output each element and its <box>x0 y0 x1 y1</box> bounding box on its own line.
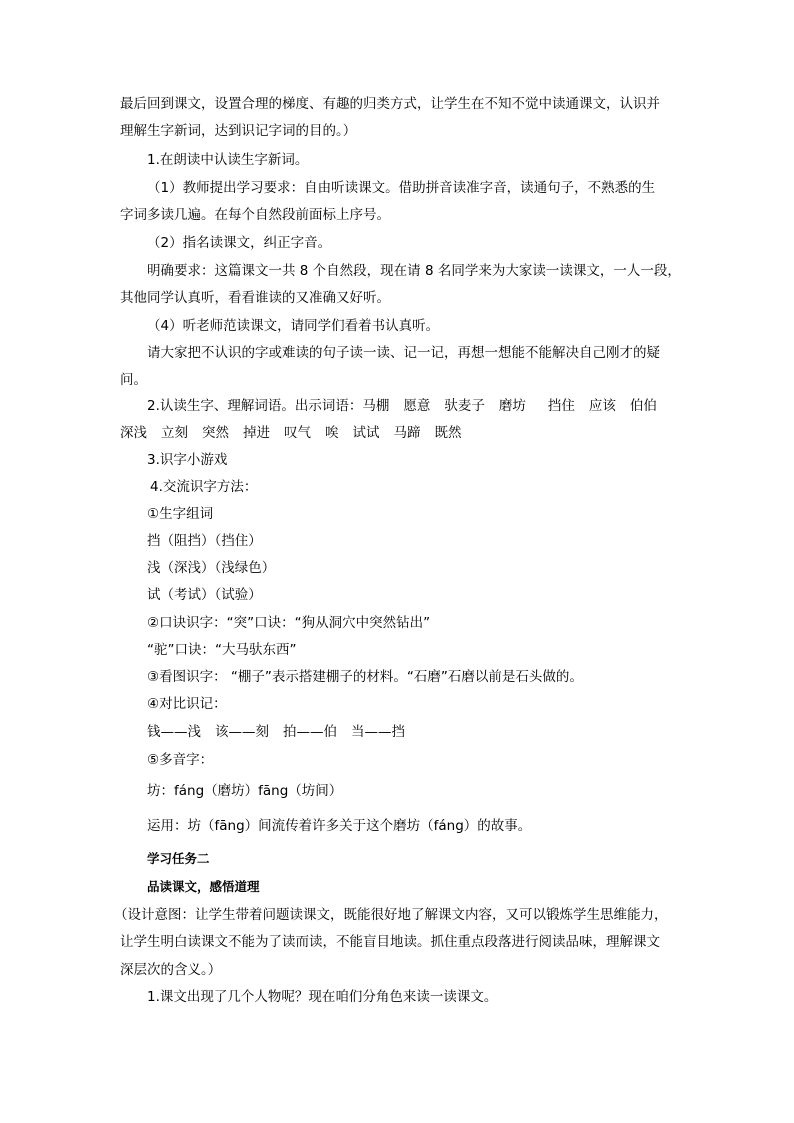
vocab-word: 愿意 <box>403 398 431 414</box>
vocab-word: 叹气 <box>284 425 311 441</box>
vocab-word: 马蹄 <box>393 425 421 441</box>
text-line: 让学生明白读课文不能为了读而读，不能盲目地读。抓住重点段落进行阅读品味，理解课文 <box>120 934 660 950</box>
text-line: 4.交流识字方法： <box>150 479 258 495</box>
vocab-word: 挡住 <box>547 398 575 414</box>
text-line: 最后回到课文，设置合理的梯度、有趣的归类方式，让学生在不知不觉中读通课文，认识并 <box>120 96 660 112</box>
compare-pair: 钱——浅 <box>147 724 201 740</box>
vocab-word: 立刻 <box>161 425 188 441</box>
compare-pair: 该——刻 <box>215 724 269 740</box>
text-line: 1.课文出现了几个人物呢？现在咱们分角色来读一读课文。 <box>147 989 498 1005</box>
compare-row <box>147 723 405 741</box>
vocab-word: 深浅 <box>120 425 147 441</box>
text-line: 深层次的含义。） <box>120 962 222 978</box>
vocab-word: 试试 <box>352 425 380 441</box>
text-line: 3.识字小游戏 <box>147 452 228 468</box>
vocab-word: 驮麦子 <box>444 398 485 414</box>
text-line: ④对比识记： <box>147 696 227 712</box>
vocab-word: 突然 <box>202 425 229 441</box>
compare-pair: 当——挡 <box>351 724 405 740</box>
text-line: 1.在朗读中认读生字新词。 <box>147 152 309 168</box>
text-line: 挡（阻挡）（挡住） <box>147 533 262 549</box>
vocab-word: 既然 <box>434 425 462 441</box>
section-heading: 学习任务二 <box>147 851 210 866</box>
text-line: 坊：fáng（磨坊）fāng（坊间） <box>147 783 343 799</box>
vocab-intro: 2.认读生字、理解词语。出示词语： <box>147 398 363 414</box>
text-line: 理解生字新词，达到识记字词的目的。） <box>120 123 357 139</box>
text-line: 字词多读几遍。在每个自然段前面标上序号。 <box>120 207 390 223</box>
vocab-word: 磨坊 <box>498 398 526 414</box>
vocab-word: 唉 <box>325 425 339 441</box>
text-line: ③看图识字： “棚子”表示搭建棚子的材料。“石磨”石磨以前是石头做的。 <box>147 669 583 685</box>
text-line: （4）听老师范读课文，请同学们看着书认真听。 <box>147 318 440 334</box>
text-line: 试（考试）（试验） <box>147 587 262 603</box>
vocab-word: 掉进 <box>243 425 270 441</box>
text-line: 请大家把不认识的字或难读的句子读一读、记一记，再想一想能不能解决自己刚才的疑 <box>147 345 660 361</box>
text-line: ⑤多音字： <box>147 752 214 768</box>
text-line: ②口诀识字：“突”口诀：“狗从洞穴中突然钻出” <box>147 615 431 631</box>
text-line: 问。 <box>120 372 147 388</box>
text-line: 明确要求：这篇课文一共 8 个自然段，现在请 8 名同学来为大家读一读课文，一人一段， <box>147 263 681 279</box>
vocab-word: 伯伯 <box>629 398 657 414</box>
vocab-row-2 <box>120 424 462 442</box>
section-subheading: 品读课文，感悟道理 <box>147 879 260 894</box>
text-line: 运用：坊（fāng）间流传着许多关于这个磨坊（fáng）的故事。 <box>147 818 532 834</box>
vocab-word: 应该 <box>588 398 616 414</box>
text-line: 浅（深浅）（浅绿色） <box>147 560 276 576</box>
vocab-word: 马棚 <box>362 398 390 414</box>
text-line: “驼”口诀：“大马驮东西” <box>147 642 297 658</box>
text-line: （2）指名读课文，纠正字音。 <box>147 235 332 251</box>
text-line: ①生字组词 <box>147 506 214 522</box>
vocab-row-1 <box>147 397 657 415</box>
text-line: （设计意图：让学生带着问题读课文，既能很好地了解课文内容，又可以锻炼学生思维能力， <box>114 907 668 923</box>
text-line: 其他同学认真听，看看谁读的又准确又好听。 <box>120 290 390 306</box>
compare-pair: 拍——伯 <box>283 724 337 740</box>
text-line: （1）教师提出学习要求：自由听读课文。借助拼音读准字音，读通句子，不熟悉的生 <box>147 180 656 196</box>
